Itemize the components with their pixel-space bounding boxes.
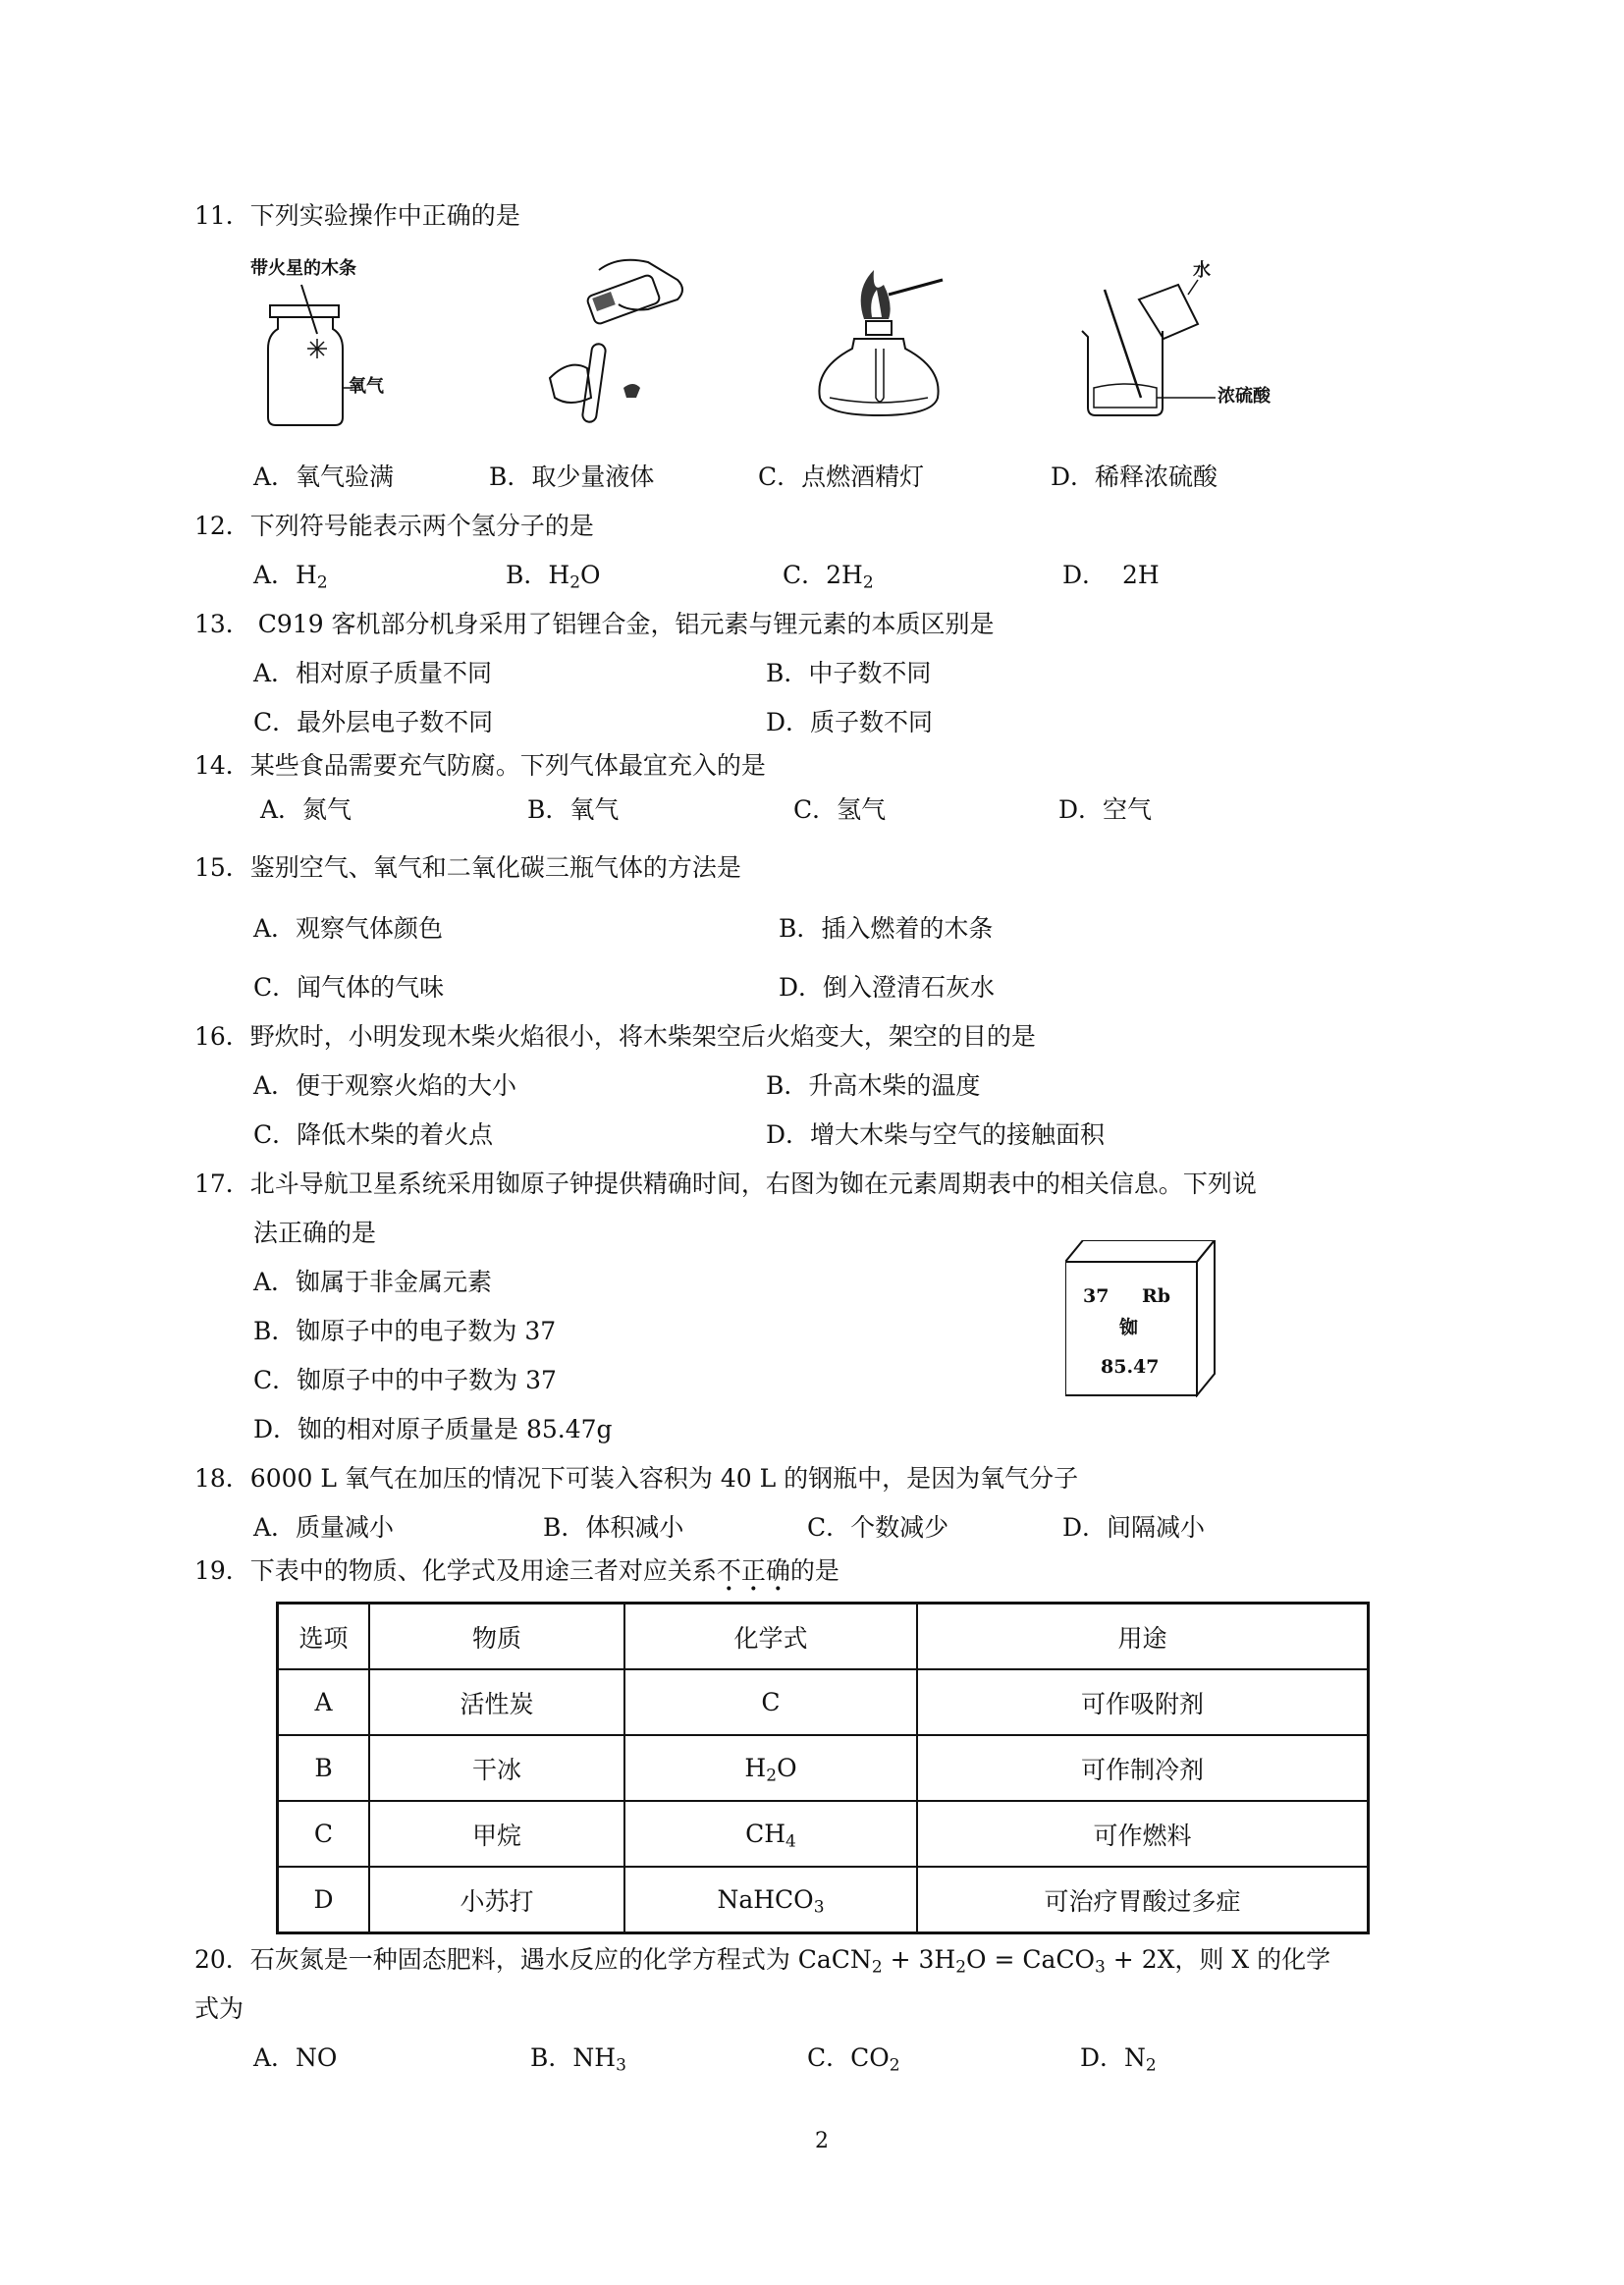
row-use: 可作制冷剂 <box>917 1735 1369 1801</box>
q18-option-c: C．个数减少 <box>807 1513 949 1542</box>
q12-stem: 12．下列符号能表示两个氢分子的是 <box>194 512 594 540</box>
q17-option-a: A．铷属于非金属元素 <box>253 1268 493 1296</box>
row-substance: 干冰 <box>369 1735 624 1801</box>
q17-stem-line2: 法正确的是 <box>253 1219 377 1247</box>
element-mass: 85.47 <box>1101 1356 1160 1378</box>
q14-option-c: C．氢气 <box>793 795 887 824</box>
element-card <box>1065 1240 1222 1397</box>
q15-option-a: A．观察气体颜色 <box>253 914 444 943</box>
oxygen-label: 氧气 <box>349 376 384 397</box>
q19-emph-3: 确 <box>765 1556 790 1585</box>
q20-option-a: A．NO <box>253 2043 338 2072</box>
q13-option-c: C．最外层电子数不同 <box>253 708 494 736</box>
q20-option-c: C．$CO_2$ <box>807 2043 900 2076</box>
q18-option-d: D．间隔减小 <box>1062 1513 1206 1542</box>
q12-option-c: C．$2H_2$ <box>783 561 874 593</box>
q19-emph-1: 不 <box>716 1556 741 1585</box>
q15-option-d: D．倒入澄清石灰水 <box>779 973 996 1002</box>
q16-option-d: D．增大木柴与空气的接触面积 <box>766 1120 1106 1149</box>
q13-stem: 13． C919 客机部分机身采用了铝锂合金，铝元素与锂元素的本质区别是 <box>194 610 995 638</box>
q19-emph-2: 正 <box>740 1556 766 1585</box>
element-name: 铷 <box>1119 1317 1139 1338</box>
header-option: 选项 <box>278 1604 370 1670</box>
q17-option-d: D．铷的相对原子质量是 85.47g <box>253 1415 613 1443</box>
q13-option-d: D．质子数不同 <box>766 708 934 736</box>
q13-option-b: B．中子数不同 <box>766 659 932 687</box>
q17-option-c: C．铷原子中的中子数为 37 <box>253 1366 557 1394</box>
figure-pour-liquid-icon <box>530 250 697 432</box>
row-use: 可作燃料 <box>917 1801 1369 1867</box>
header-substance: 物质 <box>369 1604 624 1670</box>
q11-stem: 11．下列实验操作中正确的是 <box>194 201 520 230</box>
q14-option-d: D．空气 <box>1058 795 1153 824</box>
q15-stem: 15．鉴别空气、氧气和二氧化碳三瓶气体的方法是 <box>194 853 741 882</box>
header-formula: 化学式 <box>624 1604 917 1670</box>
row-option: A <box>278 1669 370 1735</box>
row-formula: $H_2O$ <box>624 1735 917 1801</box>
header-use: 用途 <box>917 1604 1369 1670</box>
q11-option-d: D．稀释浓硫酸 <box>1051 462 1218 491</box>
q16-option-a: A．便于观察火焰的大小 <box>253 1071 517 1100</box>
row-formula: NaHCO$_3$ <box>624 1867 917 1933</box>
row-substance: 甲烷 <box>369 1801 624 1867</box>
table-row <box>278 1867 1369 1933</box>
q11-option-a: A．氧气验满 <box>253 462 395 491</box>
table-row <box>278 1735 1369 1801</box>
element-symbol: Rb <box>1142 1285 1171 1307</box>
table-row <box>278 1801 1369 1867</box>
row-option: B <box>278 1735 370 1801</box>
figure-alcohol-lamp-icon <box>815 250 972 432</box>
q20-option-d: D．$N_2$ <box>1080 2043 1157 2076</box>
table-row <box>278 1669 1369 1735</box>
q16-stem: 16．野炊时，小明发现木柴火焰很小，将木柴架空后火焰变大，架空的目的是 <box>194 1022 1036 1051</box>
row-use: 可治疗胃酸过多症 <box>917 1867 1369 1933</box>
q14-option-a: A．氮气 <box>260 795 352 824</box>
table-header-row <box>278 1604 1369 1670</box>
q11-option-c: C．点燃酒精灯 <box>758 462 925 491</box>
q12-option-b: B．$H_2O$ <box>506 561 601 593</box>
oxygen-jar-icon <box>250 250 427 432</box>
row-option: C <box>278 1801 370 1867</box>
acid-label: 浓硫酸 <box>1218 386 1271 407</box>
q13-option-a: A．相对原子质量不同 <box>253 659 493 687</box>
q19-stem-pre: 19．下表中的物质、化学式及用途三者对应关系 <box>194 1556 717 1585</box>
row-option: D <box>278 1867 370 1933</box>
water-label: 水 <box>1193 260 1211 281</box>
q14-stem: 14．某些食品需要充气防腐。下列气体最宜充入的是 <box>194 751 766 780</box>
q11-option-b: B．取少量液体 <box>489 462 655 491</box>
q19-stem-post: 的是 <box>789 1556 839 1585</box>
q18-stem: 18．6000 L 氧气在加压的情况下可装入容积为 40 L 的钢瓶中，是因为氧气分子 <box>194 1464 1079 1493</box>
q20-option-b: B．$NH_3$ <box>530 2043 626 2076</box>
q18-option-b: B．体积减小 <box>543 1513 684 1542</box>
q15-option-c: C．闻气体的气味 <box>253 973 445 1002</box>
q20-stem-line2: 式为 <box>194 1994 244 2023</box>
q17-option-b: B．铷原子中的电子数为 37 <box>253 1317 557 1345</box>
q16-option-b: B．升高木柴的温度 <box>766 1071 981 1100</box>
splint-label: 带火星的木条 <box>250 258 356 279</box>
q16-option-c: C．降低木柴的着火点 <box>253 1120 494 1149</box>
row-formula: C <box>624 1669 917 1735</box>
q20-stem-line1: 20．石灰氮是一种固态肥料，遇水反应的化学方程式为 CaCN$_2$ + $3H_2O$ = CaCO$_3$ + 2X，则 X 的化学 <box>194 1945 1331 1978</box>
row-formula: $CH_4$ <box>624 1801 917 1867</box>
q15-option-b: B．插入燃着的木条 <box>779 914 994 943</box>
q14-option-b: B．氧气 <box>527 795 620 824</box>
row-use: 可作吸附剂 <box>917 1669 1369 1735</box>
q12-option-d: D． 2H <box>1062 561 1160 589</box>
figure-dilute-acid <box>1070 250 1286 432</box>
q12-option-a: A．$H_2$ <box>253 561 328 593</box>
q19-table <box>276 1602 1370 1934</box>
element-atomic-number: 37 <box>1083 1285 1110 1307</box>
row-substance: 小苏打 <box>369 1867 624 1933</box>
beaker-icon <box>1070 250 1286 432</box>
q18-option-a: A．质量减小 <box>253 1513 395 1542</box>
q19-stem <box>194 1558 839 1583</box>
page-number: 2 <box>815 2129 829 2153</box>
q17-stem-line1: 17．北斗导航卫星系统采用铷原子钟提供精确时间，右图为铷在元素周期表中的相关信息。下列说 <box>194 1170 1257 1198</box>
row-substance: 活性炭 <box>369 1669 624 1735</box>
figure-oxygen-test <box>250 250 427 432</box>
